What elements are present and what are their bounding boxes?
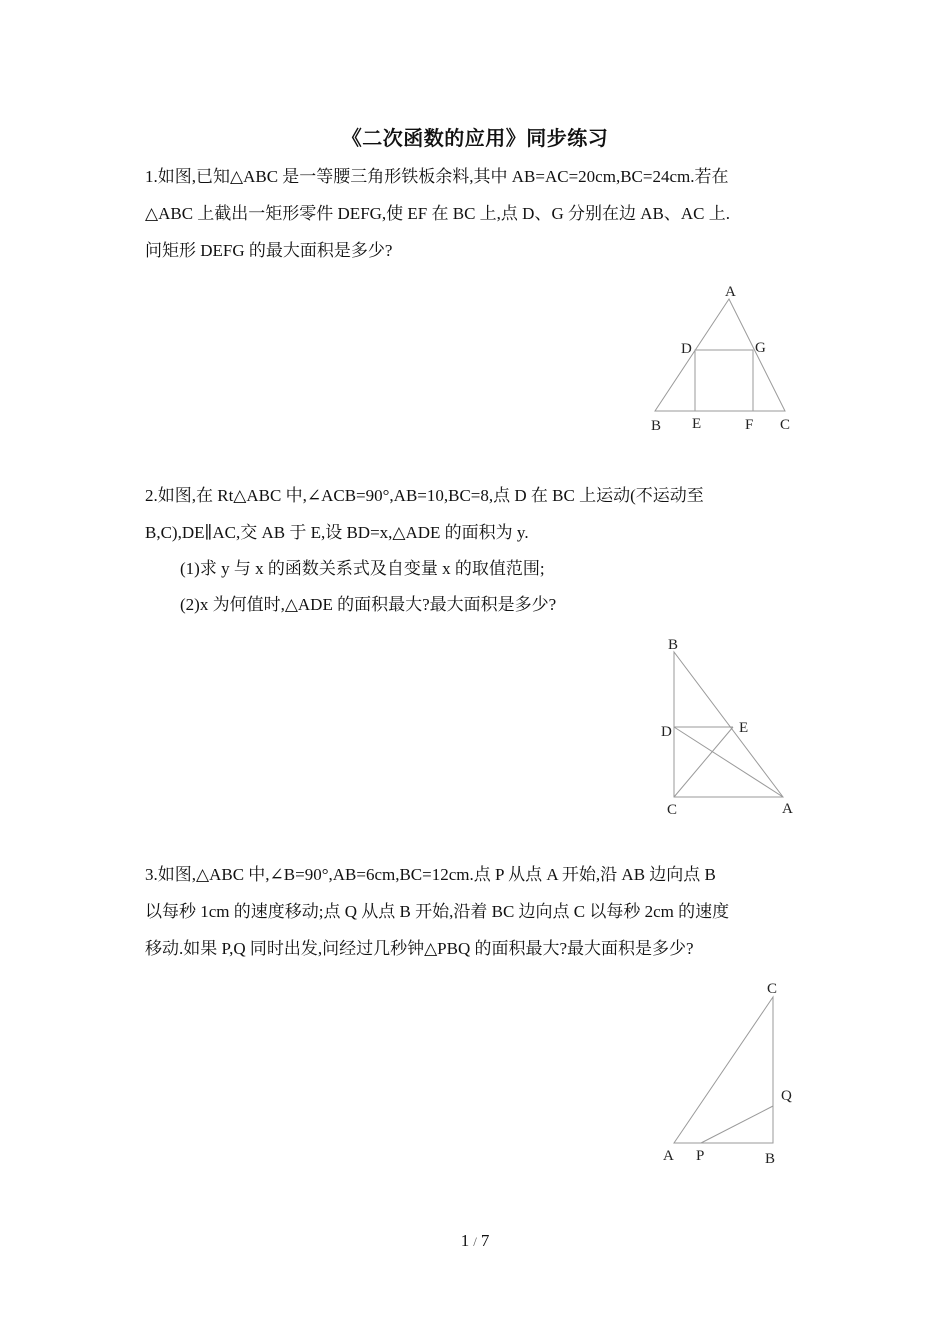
page-title: 《二次函数的应用》同步练习 [341, 128, 609, 150]
label-c: C [767, 981, 778, 997]
label-a: A [725, 284, 736, 300]
label-e: E [739, 720, 749, 736]
total-pages: 7 [480, 1231, 490, 1250]
label-a: A [782, 801, 793, 817]
label-f: F [745, 417, 754, 433]
problem-3-line-3: 移动.如果 P,Q 同时出发,问经过几秒钟△PBQ 的面积最大?最大面积是多少? [145, 939, 694, 958]
label-e: E [692, 416, 702, 432]
segment-ad [674, 727, 783, 797]
problem-1-line-2: △ABC 上截出一矩形零件 DEFG,使 EF 在 BC 上,点 D、G 分别在边 AB、AC 上. [145, 204, 730, 223]
problem-1-line-3: 问矩形 DEFG 的最大面积是多少? [145, 241, 393, 260]
rectangle-defg [695, 350, 753, 411]
label-q: Q [781, 1088, 792, 1104]
current-page: 1 [460, 1231, 470, 1250]
label-b: B [651, 418, 662, 434]
segment-ce [674, 727, 733, 797]
problem-2-figure [650, 630, 820, 820]
problem-1-figure [640, 275, 810, 445]
label-d: D [661, 724, 672, 740]
label-d: D [681, 341, 692, 357]
problem-3-line-1: 3.如图,△ABC 中,∠B=90°,AB=6cm,BC=12cm.点 P 从点 A 开始,沿 AB 边向点 B [145, 865, 716, 884]
problem-1-line-1: 1.如图,已知△ABC 是一等腰三角形铁板余料,其中 AB=AC=20cm,BC=24cm.若在 [145, 167, 729, 186]
label-b: B [668, 637, 679, 653]
label-c: C [667, 802, 678, 818]
label-c: C [780, 417, 791, 433]
problem-2-part-2: (2)x 为何值时,△ADE 的面积最大?最大面积是多少? [180, 595, 557, 614]
problem-3-figure [650, 975, 820, 1170]
problem-2-line-2: B,C),DE∥AC,交 AB 于 E,设 BD=x,△ADE 的面积为 y. [145, 523, 529, 542]
page-separator: / [473, 1234, 477, 1249]
label-a: A [663, 1148, 674, 1164]
page-number [0, 1231, 950, 1251]
triangle-abc [674, 652, 783, 797]
problem-2-line-1: 2.如图,在 Rt△ABC 中,∠ACB=90°,AB=10,BC=8,点 D 在 BC 上运动(不运动至 [145, 486, 704, 505]
label-g: G [755, 340, 766, 356]
segment-pq [701, 1106, 773, 1143]
label-p: P [696, 1148, 705, 1164]
problem-2-part-1: (1)求 y 与 x 的函数关系式及自变量 x 的取值范围; [180, 559, 545, 578]
problem-3-line-2: 以每秒 1cm 的速度移动;点 Q 从点 B 开始,沿着 BC 边向点 C 以每秒 2cm 的速度 [145, 902, 730, 921]
label-b: B [765, 1151, 776, 1167]
triangle-abc [674, 997, 773, 1143]
